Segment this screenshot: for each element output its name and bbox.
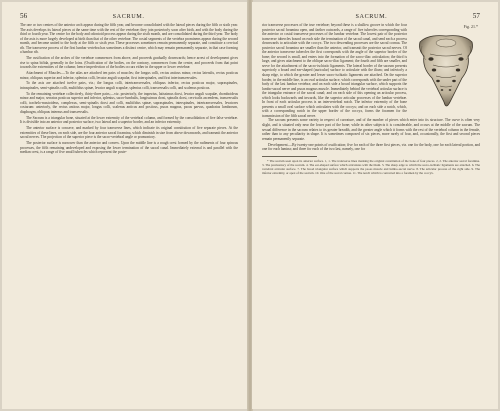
right-paragraph: Development.—By twenty-one points of ossification; five for each of the three first pieces, viz. one for the body, one for each lateral portion, and one for each lamina; and three for each of the two last, namely, one for	[262, 142, 480, 152]
left-running-title: SACRUM.	[112, 13, 145, 20]
left-paragraph: The posterior surface is narrower than the anterior and convex. Upon the middle line is a rough crest formed by the rudiments of four spinous processes, the fifth remaining undeveloped and exposing the lower termination of the sacral canal. Immediately external is and parallel with the median crest, is a range of five small tubercles which represent the poste-	[20, 141, 238, 155]
left-paragraph: The anterior surface is concave, and marked by four transverse lines, which indicate its original constitution of five separate pieces. At the extremities of these lines, on each side, are the four anterior sacral foramina, which diminish in size from above downwards, and transmit the anterior sacral nerves. The projection of the superior piece is the sacro-vertebral angle or promontory.	[20, 126, 238, 140]
left-page	[2, 2, 248, 409]
right-paragraph: The sacrum presents some variety in respect of curvature, and of the number of pieces which enter into its structure. The curve is often very slight, and is situated only near the lower part of the bone; while in other subjects it is considerable, and occurs at the middle of the sacrum. The sexual difference in the sacrum relates to its greater breadth, and the greater angle which it forms with the rest of the vertebral column in the female, rather than to any peculiarity in shape. It is sometimes composed of six pieces, more rarely of four, and, occasionally, the first and second pieces remain permanently separate.	[262, 118, 480, 141]
left-paragraph: The ossification of the arches of the vertebræ commences from above, and proceeds gradually downwards; hence arrest of development gives rise to spina bifida, generally in the loins. (Ossification of the bodies, on the contrary, commences from the centre, and proceeds from that point towards the extremities of the column; hence imperfection of the bodies occurs either in the upper or lower vertebræ.	[20, 56, 238, 70]
right-running-title: SACRUM.	[355, 13, 388, 20]
footnote-rule	[262, 156, 317, 157]
right-page	[252, 2, 498, 409]
left-paragraph: To the remaining vertebræ collectively, thirty-three pairs;—viz. posteriorly, the trapezius, latissimus dorsi, levator anguli scapulæ, rhomboideus minor and major, serratus posticus superior and inferior, splenius, sacro-lumbalis, longissimus dorsi, spinalis dorsi, cervicalis ascendens, transversalis colli, trachelo-mastoideus, complexus, semi-spinalis dorsi and colli, multifidus spinæ, supraspinales, interspinales, intertransversales, levatores costarum: anteriorly, the rectus anticus major, longus colli, scalenus anticus and posticus, psoas magnus, psoas parvus, quadratus lumborum, diaphragm, obliquus internus and transversalis.	[20, 91, 238, 115]
left-paragraph: The Sacrum is a triangular bone, situated at the lower extremity of the vertebral column, and formed by the consolidation of five false vertebræ. It is divisible into an anterior and posterior surface, two lateral and a superior border, and an inferior extremity.	[20, 115, 238, 125]
sacrum-illustration	[414, 32, 478, 112]
left-running-head	[20, 12, 238, 20]
left-page-number: 56	[20, 12, 28, 20]
right-page-number: 57	[472, 12, 480, 20]
figure-label: Fig. 21.*	[463, 24, 478, 29]
left-paragraph: Attachment of Muscles.—To the atlas are attached ten pairs of muscles; the longus colli, rectus anticus minor, rectus lateralis, rectus posticus minor, obliquus superior and inferior, splenius colli, levator anguli scapulæ, first interspinales, and first intertransversales.	[20, 71, 238, 80]
left-paragraph: The one or two centres of the anterior arch appear during the fifth year, and become consolidated with the lateral pieces during the fifth or sixth year. The axis develops its lateral pieces at the same time with the rest of the vertebræ; they join posteriorly soon after birth, and with the body during the third or fourth year. The centre for the body and odontoid process appear during the sixth month, and are consolidated during the third year. The body of the axis is more largely developed at birth than that of the other vertebræ. The costal segments of the vertebra prominens appear during the second month, and become united to the body at the fifth or sixth year. These processes sometimes remain permanently separate, and constitute a cervical rib. The transverse process of the first lumbar vertebra has sometimes a distinct centre, which may remain permanently separate, in that case forming a lumbar rib.	[20, 23, 238, 55]
figure-footnote: * The sacrum seen upon its anterior surface. 1, 1. The transverse lines marking the original constitution of the bone of four pieces. 2, 2. The anterior sacral foramina. 3. The promontory of the sacrum. 4. The ear-shaped surface which articulates with the ilium. 5. The sharp edge to which the sacro-ischiatic ligaments are attached. 6. The vertebral articular surface. 7. The broad triangular surface which supports the psoas muscle and lumbo-sacral nerve. 8. The articular process of the right side. 9. The inferior extremity, or apex of the sacrum. 10. One of the sacral cornua. 11. The notch which is converted into a foramen by the coccyx.	[262, 158, 480, 175]
right-paragraph	[262, 23, 480, 118]
right-paragraph-text: rior transverse processes of the true vertebræ; beyond these is a shallow groove in which the four posterior sacral foramina open, and farther outwards, a range of five tubercles corresponding with the anterior or costal transverse processes of the lumbar vertebræ. The lowest pair of the posterior transverse tubercles bound on each side the termination of the sacral canal, and send each a process downwards to articulate with the coccyx. The two descending processes are the sacral cornua. The posterior sacral foramina are smaller than the anterior, and transmit the posterior sacral nerves. Of the anterior transverse tubercles the first corresponds with the angle of the superior border of the bone; the second is small, and enters into the formation of the sacro-iliac articulation; the third is large, and gives attachment to the oblique sacro-iliac ligament; the fourth and fifth are smaller, and serve for the attachment of the sacro-ischiatic ligaments. The lateral border of the sacrum presents superiorly a broad and ear-shaped (auricular) surface to articulate with the ilium; and inferiorly a sharp edge, to which the greater and lesser sacro-ischiatic ligaments are attached. On the superior border, in the middle line, is an oval articular surface, which corresponds with the under part of the body of the last lumbar vertebra; and on each side a broad triangular surface, which supports the lumbo-sacral nerve and psoas magnus muscle. Immediately behind the vertebral articular surface is the triangular entrance of the sacral canal; and on each side of this opening an articular process, which looks backwards and inwards, like the superior articular processes of the lumbar vertebræ. In front of each articular process is an intervertebral notch. The inferior extremity of the bone presents a small oval surface which articulates with the coccyx; and on each side a notch, which, with a corresponding notch in the upper border of the coccyx, forms the foramen for the transmission of the fifth sacral nerve.	[262, 23, 407, 118]
right-running-head	[262, 12, 480, 20]
sacrum-figure	[412, 25, 480, 113]
left-paragraph: To the axis are attached twelve pairs, viz.; the longus colli, intertransversales, obliquus inferior, rectus posticus major, supraspinales, intraspinales, semi-spinalis colli, multifidus spinæ, levator anguli scapulæ, splenius colli, transversalis colli, and scalenus posticus.	[20, 81, 238, 90]
